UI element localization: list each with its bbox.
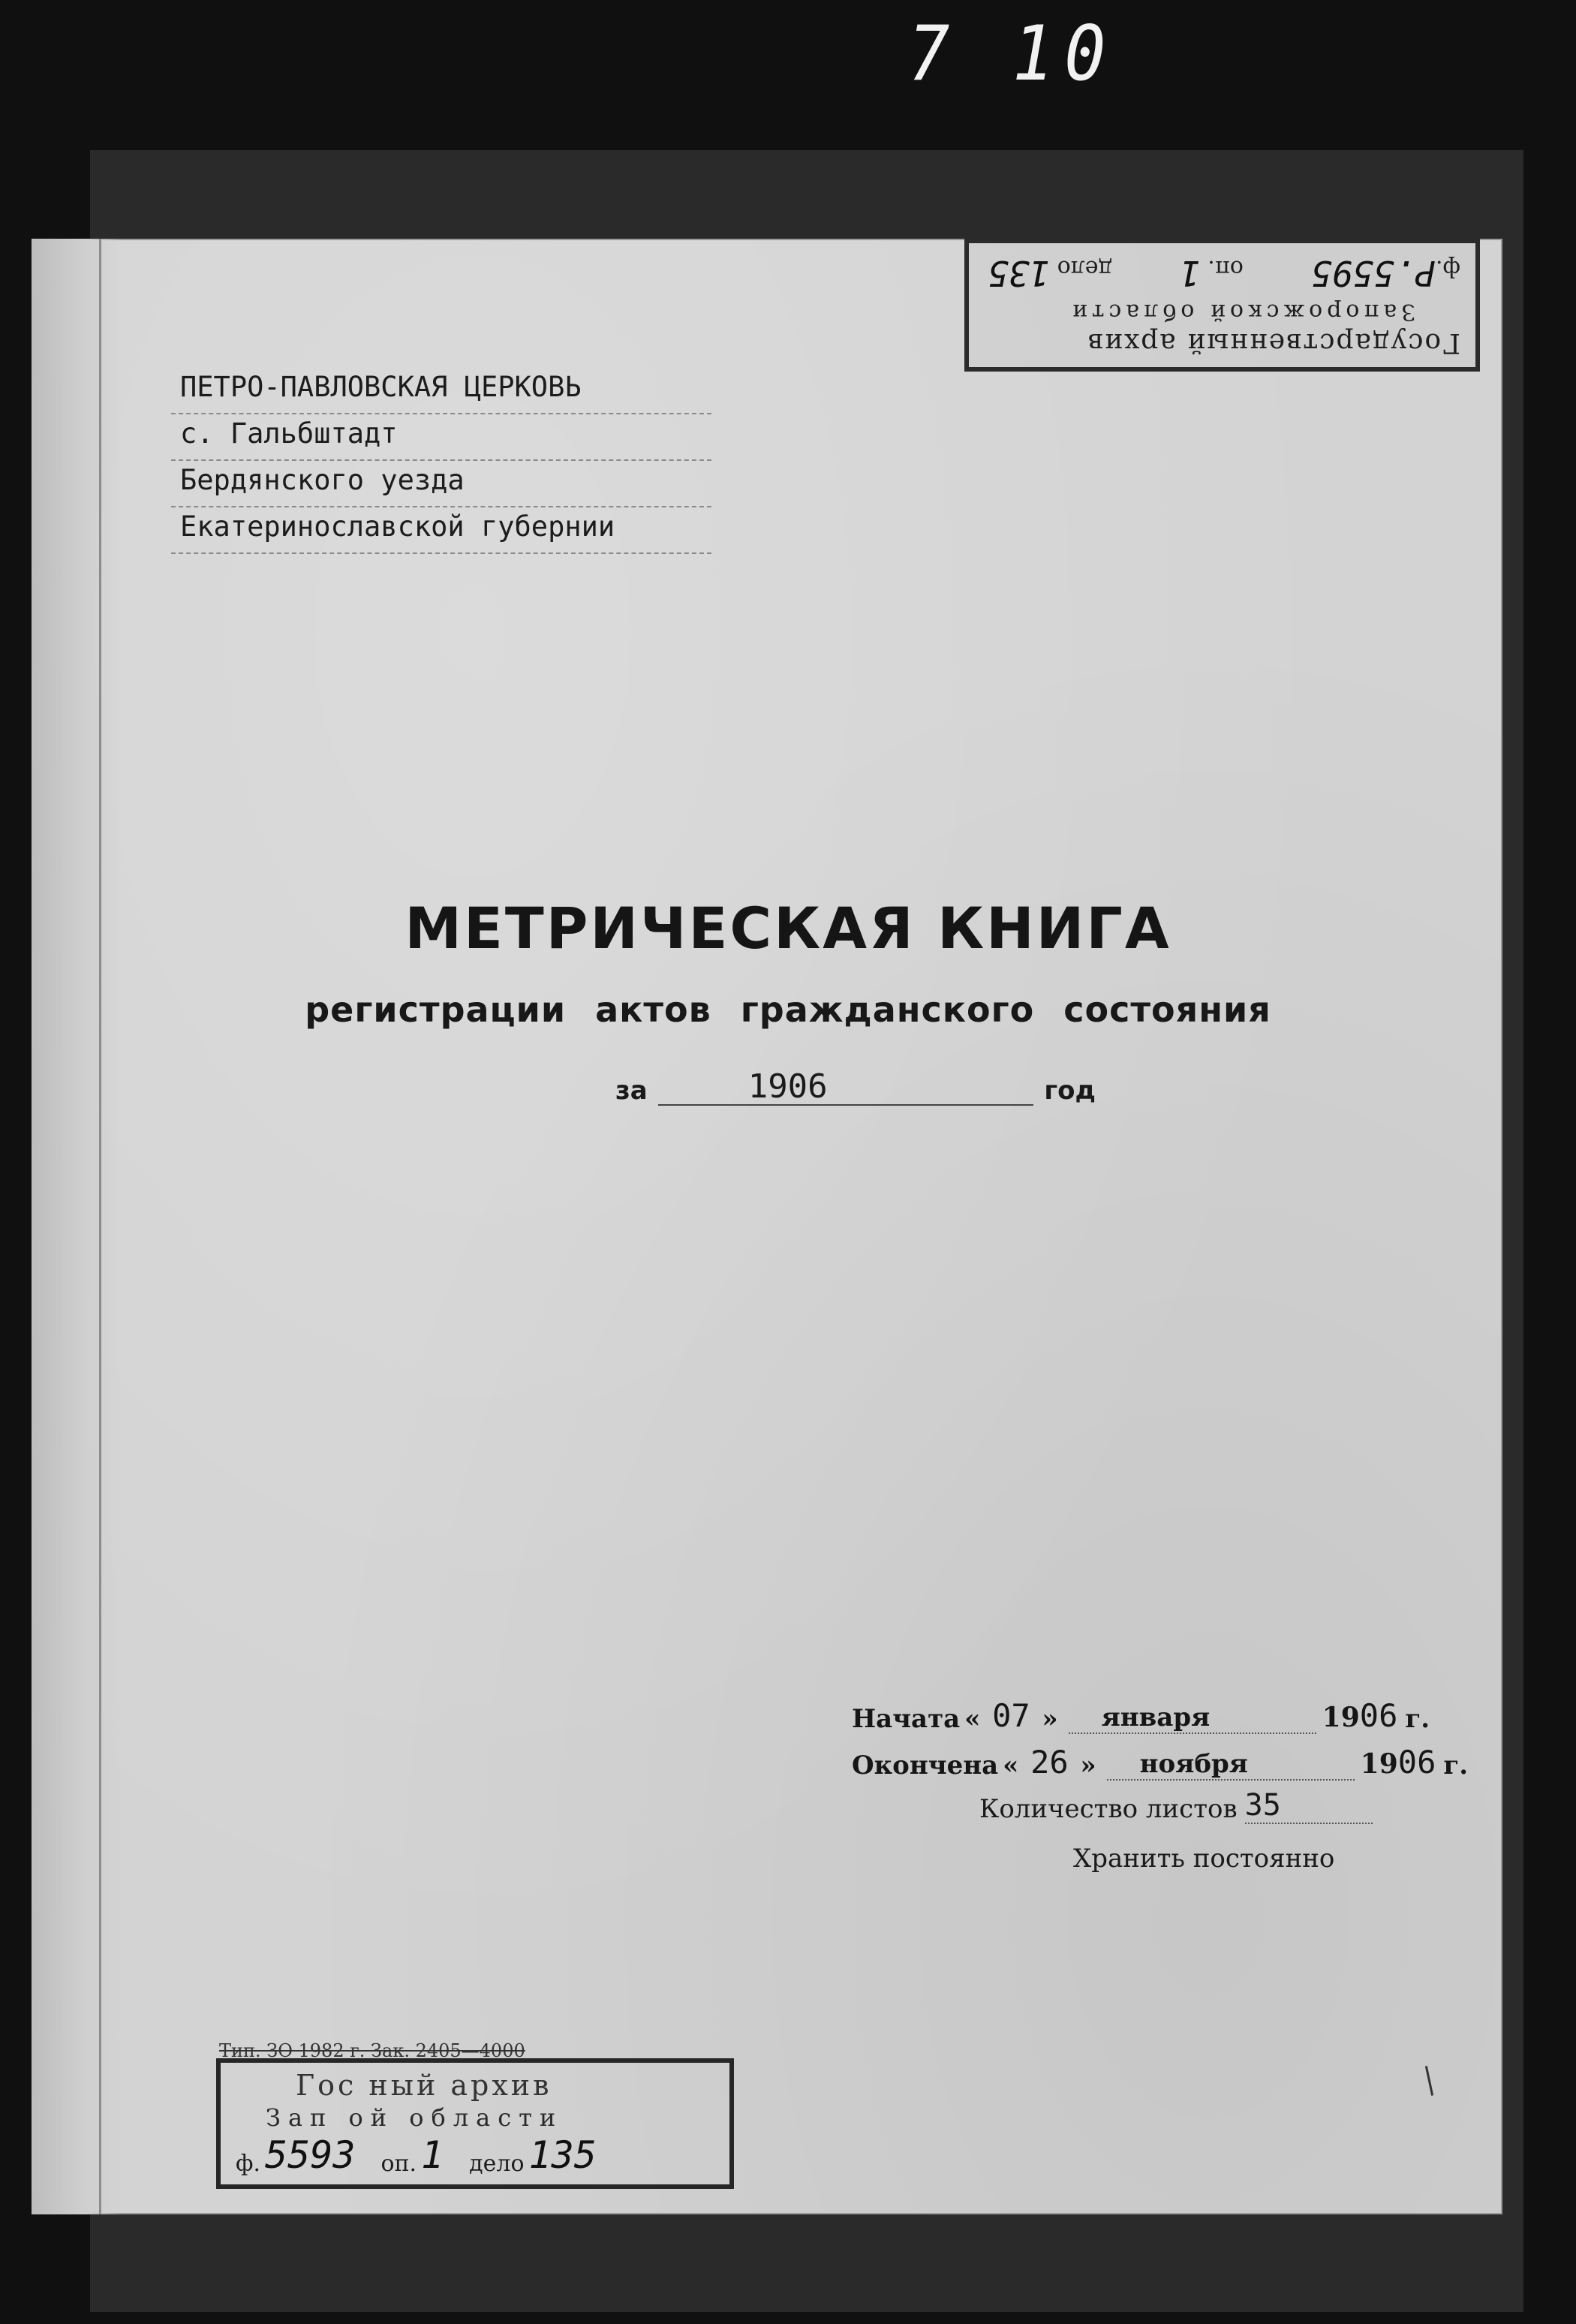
print-info: Тип. ЗО 1982 г. Зак. 2405—4000 [219,2040,525,2061]
ended-day: 26 [1030,1744,1069,1781]
ended-year-handwritten: 06 [1397,1744,1436,1781]
ended-year [1361,1744,1436,1781]
archive-stamp-bottom [216,2058,734,2189]
stamp-top-opis-value: 1 [1179,253,1201,294]
stamp-bottom-opis-label: оп. [380,2151,417,2177]
header-uezd: Бердянского уезда [171,461,711,507]
storage-note: Хранить постоянно [1073,1844,1335,1874]
sheet-count-value: 35 [1245,1788,1373,1824]
stamp-bottom-opis [380,2133,444,2177]
stamp-top-opis-label: оп. [1208,255,1244,281]
stamp-top-fond-value: Р.5595 [1310,253,1436,294]
stamp-bottom-refs [236,2133,716,2177]
archive-stamp-top [964,239,1480,372]
stamp-bottom-line2: Зап ой области [266,2103,564,2132]
quote-open: « [1003,1751,1019,1781]
stamp-top-fond [1311,253,1460,294]
stamp-top-delo [988,253,1112,294]
stamp-bottom-fond-value: 5593 [265,2133,356,2177]
folio-number: 7 10 [908,9,1117,98]
year-line [615,1067,1096,1106]
started-year-handwritten: 06 [1359,1697,1398,1734]
ended-row [852,1734,1475,1781]
year-suffix: год [1044,1076,1096,1106]
started-row [852,1687,1475,1734]
page-subtitle: регистрации актов гражданского состояния [305,989,1271,1030]
header-church: ПЕТРО-ПАВЛОВСКАЯ ЦЕРКОВЬ [171,368,711,414]
stamp-bottom-fond-label: ф. [236,2151,261,2177]
stamp-bottom-opis-value: 1 [421,2133,444,2177]
quote-open: « [964,1704,981,1734]
stamp-top-fond-label: ф. [1435,255,1460,281]
stamp-bottom-delo [469,2133,597,2177]
header-guberniya: Екатеринославской губернии [171,507,711,554]
page-title: МЕТРИЧЕСКАЯ КНИГА [405,895,1171,962]
stamp-top-line2: Запорожской области [1067,299,1415,325]
stamp-top-delo-label: дело [1057,255,1113,281]
sheet-count-label: Количество листов [979,1794,1238,1824]
left-binding-edge [32,239,122,2214]
stamp-top-opis [1180,253,1244,294]
sheet-count [979,1788,1373,1824]
started-month: января [1069,1702,1316,1734]
ended-suffix: г. [1443,1751,1469,1781]
stamp-top-delo-value: 135 [988,253,1051,294]
stamp-bottom-delo-label: дело [469,2151,525,2177]
started-year-prefix: 19 [1322,1702,1360,1733]
quote-close: » [1042,1704,1058,1734]
stamp-bottom-delo-value: 135 [528,2133,597,2177]
church-header [171,368,711,554]
started-year [1322,1697,1398,1734]
started-day: 07 [992,1697,1030,1734]
binding-line [99,239,101,2214]
quote-close: » [1080,1751,1096,1781]
ended-year-prefix: 19 [1360,1748,1398,1780]
stamp-top-line1: Государственный архив [1086,327,1460,358]
started-label: Начата [852,1704,961,1734]
started-suffix: г. [1405,1704,1430,1734]
stamp-top-refs [988,253,1460,294]
year-prefix: за [615,1076,648,1106]
stamp-bottom-line1: Гос ный архив [296,2069,552,2102]
ended-month: ноября [1107,1749,1355,1781]
ended-label: Окончена [852,1751,999,1781]
stamp-bottom-fond [236,2133,355,2177]
year-value: 1906 [658,1070,1034,1106]
dates-block [852,1687,1475,1781]
header-village: с. Гальбштадт [171,414,711,461]
